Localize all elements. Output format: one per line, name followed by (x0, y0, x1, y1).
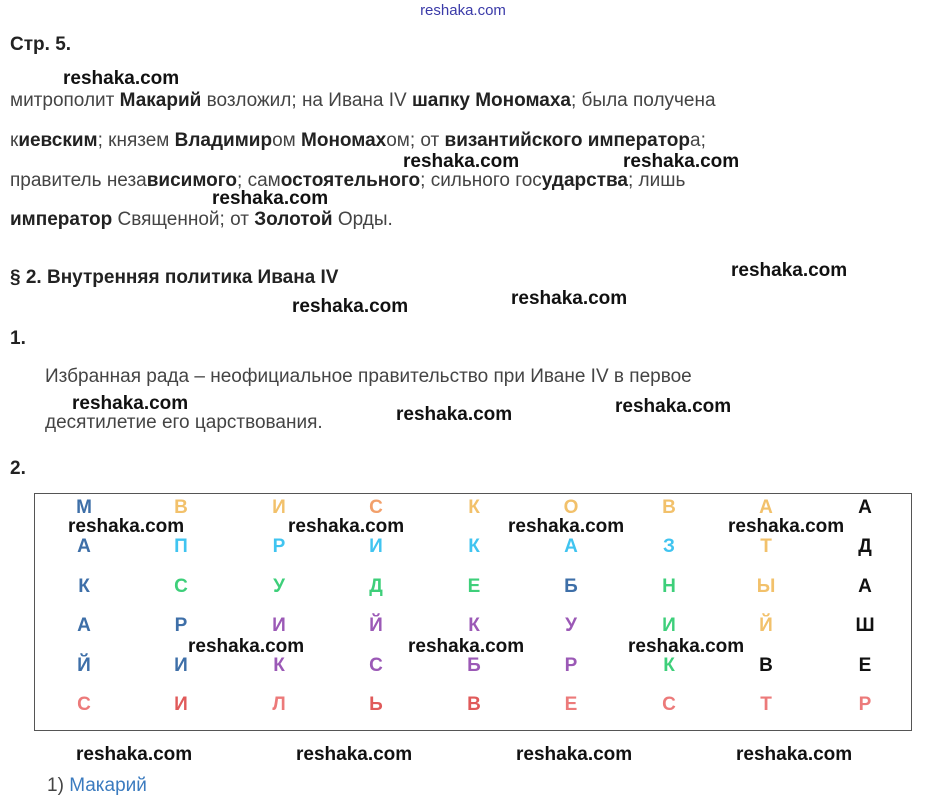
grid-letter: К (468, 536, 480, 557)
grid-letter: С (77, 694, 91, 715)
grid-letter: М (76, 497, 92, 518)
watermark: reshaka.com (72, 393, 189, 414)
grid-letter: Д (369, 576, 383, 597)
paragraph-line-2 (10, 130, 706, 152)
grid-letter: И (174, 655, 188, 676)
grid-letter: С (369, 497, 383, 518)
grid-letter: Р (174, 615, 188, 636)
grid-letter: К (468, 615, 480, 636)
grid-letter: А (858, 576, 872, 597)
watermark: reshaka.com (731, 260, 848, 281)
grid-letter: П (174, 536, 188, 557)
watermark: reshaka.com (628, 636, 745, 657)
answer-number: 1) (47, 775, 64, 796)
text-fragment: ; была получена (570, 90, 716, 111)
watermark: reshaka.com (212, 188, 329, 209)
text-fragment: митрополит (10, 90, 120, 111)
grid-letter: А (759, 497, 773, 518)
text-fragment: ; лишь (628, 170, 686, 191)
paragraph-line-4 (10, 209, 393, 231)
text-fragment: ом; от (386, 130, 445, 151)
watermark: reshaka.com (288, 516, 405, 537)
grid-letter: К (663, 655, 675, 676)
answer-word: Макарий (69, 775, 147, 796)
bold-fragment: иевским (18, 130, 98, 151)
grid-letter: Е (564, 694, 578, 715)
watermark: reshaka.com (408, 636, 525, 657)
grid-letter: С (662, 694, 676, 715)
grid-letter: К (273, 655, 285, 676)
grid-letter: Н (662, 576, 676, 597)
grid-letter: Л (272, 694, 286, 715)
text-fragment: правитель неза (10, 170, 147, 191)
watermark: reshaka.com (76, 744, 193, 765)
top-watermark: reshaka.com (420, 2, 506, 19)
watermark: reshaka.com (63, 68, 180, 89)
grid-letter: Д (858, 536, 872, 557)
bold-fragment: шапку Мономаха (411, 90, 571, 111)
grid-letter: В (662, 497, 676, 518)
grid-letter: Й (77, 655, 91, 676)
bold-fragment: император (10, 209, 113, 230)
grid-letter: К (78, 576, 90, 597)
grid-letter: Ы (756, 576, 776, 597)
grid-letter: Ш (855, 615, 875, 636)
bold-fragment: ударства (541, 170, 628, 191)
watermark: reshaka.com (396, 404, 513, 425)
grid-letter: А (77, 615, 91, 636)
grid-letter: Р (272, 536, 286, 557)
watermark: reshaka.com (403, 151, 520, 172)
grid-letter: А (77, 536, 91, 557)
bold-fragment: Золотой (254, 209, 333, 230)
bold-fragment: Макарий (119, 90, 202, 111)
watermark: reshaka.com (292, 296, 409, 317)
task-1-answer-line-1: Избранная рада – неофициальное правительство при Иване IV в первое (45, 366, 692, 387)
grid-letter: Т (760, 694, 772, 715)
grid-letter: Б (467, 655, 481, 676)
grid-letter: И (272, 497, 286, 518)
grid-letter: Р (858, 694, 872, 715)
page-title: Стр. 5. (10, 34, 72, 55)
grid-letter: А (564, 536, 578, 557)
bold-fragment: Владимир (174, 130, 273, 151)
grid-letter: Й (369, 615, 383, 636)
grid-letter: Й (759, 615, 773, 636)
grid-letter: В (467, 694, 481, 715)
watermark: reshaka.com (511, 288, 628, 309)
watermark: reshaka.com (736, 744, 853, 765)
grid-letter: А (858, 497, 872, 518)
text-fragment: Священной; от (112, 209, 255, 230)
grid-letter: У (273, 576, 285, 597)
watermark: reshaka.com (615, 396, 732, 417)
bold-fragment: Мономах (301, 130, 387, 151)
grid-letter: С (369, 655, 383, 676)
text-fragment: возложил; на Ивана IV (201, 90, 412, 111)
text-fragment: Орды. (332, 209, 393, 230)
watermark: reshaka.com (188, 636, 305, 657)
bold-fragment: император (587, 130, 691, 151)
grid-letter: Ь (369, 694, 383, 715)
watermark: reshaka.com (296, 744, 413, 765)
bold-fragment: висимого (146, 170, 238, 191)
text-fragment: ; князем (97, 130, 175, 151)
text-fragment: ом (272, 130, 302, 151)
grid-letter: О (563, 497, 579, 518)
grid-letter: У (565, 615, 577, 636)
grid-letter: Р (564, 655, 578, 676)
grid-letter: З (663, 536, 675, 557)
grid-letter: С (174, 576, 188, 597)
grid-letter: Б (564, 576, 578, 597)
grid-letter: В (759, 655, 773, 676)
grid-letter: И (369, 536, 383, 557)
grid-letter: Е (858, 655, 872, 676)
text-fragment: а; (690, 130, 706, 151)
task-1-number: 1. (10, 328, 26, 349)
grid-letter: Е (467, 576, 481, 597)
text-fragment: к (10, 130, 19, 151)
section-title: § 2. Внутренняя политика Ивана IV (10, 267, 339, 288)
task-1-answer-line-2: десятилетие его царствования. (45, 412, 323, 433)
task-2-number: 2. (10, 458, 26, 479)
watermark: reshaka.com (508, 516, 625, 537)
watermark: reshaka.com (623, 151, 740, 172)
grid-letter: И (272, 615, 286, 636)
bold-fragment: остоятельного (280, 170, 421, 191)
answer-item-1 (47, 775, 147, 797)
watermark: reshaka.com (516, 744, 633, 765)
paragraph-line-1 (10, 90, 716, 112)
grid-letter: Т (760, 536, 772, 557)
grid-letter: К (468, 497, 480, 518)
text-fragment: ; сильного гос (420, 170, 542, 191)
grid-letter: И (662, 615, 676, 636)
text-fragment: ; сам (237, 170, 281, 191)
grid-letter: В (174, 497, 188, 518)
paragraph-line-3 (10, 170, 685, 192)
watermark: reshaka.com (728, 516, 845, 537)
grid-letter: И (174, 694, 188, 715)
bold-fragment: византийского (444, 130, 583, 151)
watermark: reshaka.com (68, 516, 185, 537)
